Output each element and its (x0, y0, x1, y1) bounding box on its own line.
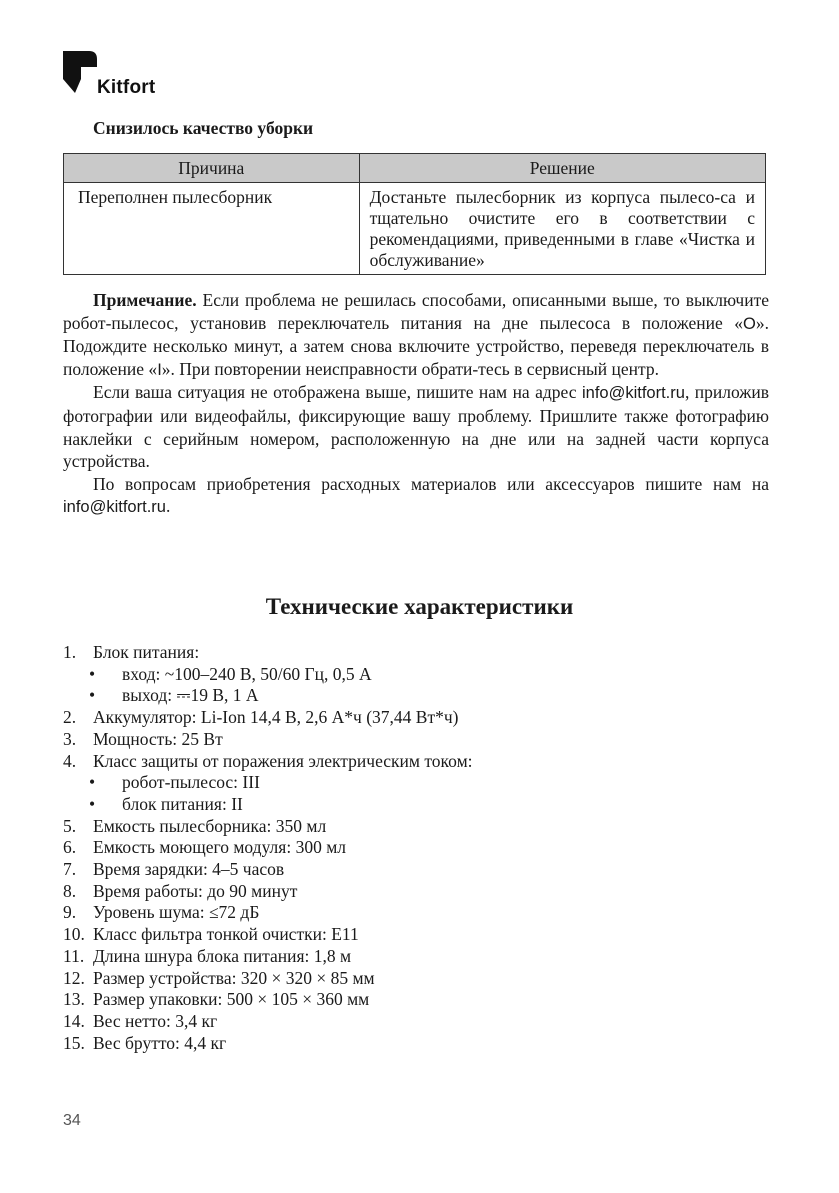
list-number: 5. (63, 815, 77, 836)
list-item (63, 707, 769, 729)
list-item-text: Мощность: 25 Вт (93, 728, 223, 749)
list-item-text: Размер упаковки: 500 × 105 × 360 мм (93, 989, 370, 1010)
specs-title: Технические характеристики (265, 594, 574, 619)
table-header-row (64, 154, 766, 183)
list-number: 9. (63, 902, 77, 923)
list-item (63, 664, 769, 686)
power-off-symbol: O (743, 314, 756, 333)
list-item (63, 772, 769, 794)
list-item (63, 924, 769, 946)
list-item (63, 816, 769, 838)
note-label: Примечание. (93, 290, 197, 310)
email-link-2[interactable]: info@kitfort.ru (63, 498, 166, 517)
troubleshooting-table (63, 153, 766, 275)
notes-block (63, 289, 769, 519)
power-on-symbol: I (157, 360, 162, 379)
list-item (63, 751, 769, 773)
cause-cell: Переполнен пылесборник (64, 183, 360, 275)
kitfort-logo-icon (63, 49, 99, 95)
list-item (63, 1033, 769, 1055)
list-item (63, 989, 769, 1011)
list-number: 1. (63, 642, 77, 662)
contact-paragraph (63, 381, 769, 472)
list-item (63, 881, 769, 903)
list-item-text: блок питания: II (122, 793, 243, 814)
list-item (63, 902, 769, 924)
brand-name: Kitfort (97, 77, 156, 98)
list-number: 14. (63, 1010, 85, 1031)
list-item (63, 1011, 769, 1033)
specs-list (63, 642, 769, 1054)
column-header-cause: Причина (64, 154, 360, 183)
list-item (63, 729, 769, 751)
note-text-1: Если проблема не решилась способами, описанными выше, то выключите робот-пылесос, установив переключатель питания на дне пылесоса в положение « (63, 290, 769, 333)
list-number: 15. (63, 1032, 85, 1053)
list-item-text: Время зарядки: 4–5 часов (93, 859, 285, 880)
contact-text-2: , приложив фотографии или видеофайлы, фиксирующие вашу проблему. Пришлите также фотографию наклейки с серийным номером, расположенную на дне или на задней части корпуса устройства. (63, 382, 769, 472)
list-item (63, 968, 769, 990)
list-item-text: Класс фильтра тонкой очистки: E11 (93, 924, 359, 945)
list-item-text: робот-пылесос: III (122, 772, 260, 793)
accessories-text: По вопросам приобретения расходных материалов или аксессуаров пишите нам на (93, 473, 769, 494)
note-text-2: ». Подождите несколько минут, а затем снова включите устройство, переведя переключатель в положение « (63, 312, 769, 379)
list-item-text: выход: ⎓19 В, 1 А (122, 685, 259, 706)
list-item (63, 946, 769, 968)
list-item-text: Емкость пылесборника: 350 мл (93, 815, 327, 836)
list-item (63, 794, 769, 816)
list-item (63, 642, 769, 664)
note-text-3: ». При повторении неисправности обрати-тесь в сервисный центр. (161, 358, 660, 379)
list-item-text: Уровень шума: ≤72 дБ (93, 902, 260, 923)
list-number: 8. (63, 880, 77, 901)
page-number: 34 (63, 1112, 81, 1129)
list-item-text: Класс защиты от поражения электрическим током: (93, 750, 473, 771)
list-number: 3. (63, 728, 77, 749)
list-number: 10. (63, 924, 85, 945)
list-number: 2. (63, 707, 77, 728)
list-item-text: Вес нетто: 3,4 кг (93, 1010, 218, 1031)
list-bullet: • (89, 685, 96, 706)
solution-cell: Достаньте пылесборник из корпуса пылесо-са и тщательно очистите его в соответствии с рекомендациями, приведенными в главе «Чистка и обслуживание» (359, 183, 765, 275)
list-number: 6. (63, 837, 77, 858)
list-number: 11. (63, 945, 85, 966)
table-row (64, 183, 766, 275)
list-number: 4. (63, 750, 77, 771)
list-item (63, 837, 769, 859)
list-item-text: Размер устройства: 320 × 320 × 85 мм (93, 967, 375, 988)
list-item-text: Длина шнура блока питания: 1,8 м (93, 945, 352, 966)
list-bullet: • (89, 793, 96, 814)
list-item-text: Время работы: до 90 минут (93, 880, 298, 901)
list-item (63, 859, 769, 881)
list-bullet: • (89, 663, 96, 684)
brand-logo (63, 49, 173, 99)
list-item-text: Аккумулятор: Li-Ion 14,4 В, 2,6 А*ч (37,44 Вт*ч) (93, 707, 459, 728)
list-item-text: Блок питания: (93, 642, 200, 662)
list-number: 12. (63, 967, 85, 988)
troubleshooting-title: Снизилось качество уборки (93, 118, 314, 138)
contact-text-1: Если ваша ситуация не отображена выше, пишите нам на адрес (93, 382, 582, 403)
email-link[interactable]: info@kitfort.ru (581, 384, 685, 403)
note-paragraph (63, 289, 769, 381)
list-bullet: • (89, 772, 96, 793)
list-item (63, 685, 769, 707)
list-item-text: Емкость моющего модуля: 300 мл (93, 837, 346, 858)
accessories-text-end: . (165, 496, 171, 517)
list-number: 13. (63, 989, 85, 1010)
list-item-text: Вес брутто: 4,4 кг (93, 1032, 227, 1053)
accessories-paragraph (63, 473, 769, 519)
list-number: 7. (63, 859, 77, 880)
column-header-solution: Решение (359, 154, 765, 183)
list-item-text: вход: ~100–240 В, 50/60 Гц, 0,5 А (122, 663, 372, 684)
